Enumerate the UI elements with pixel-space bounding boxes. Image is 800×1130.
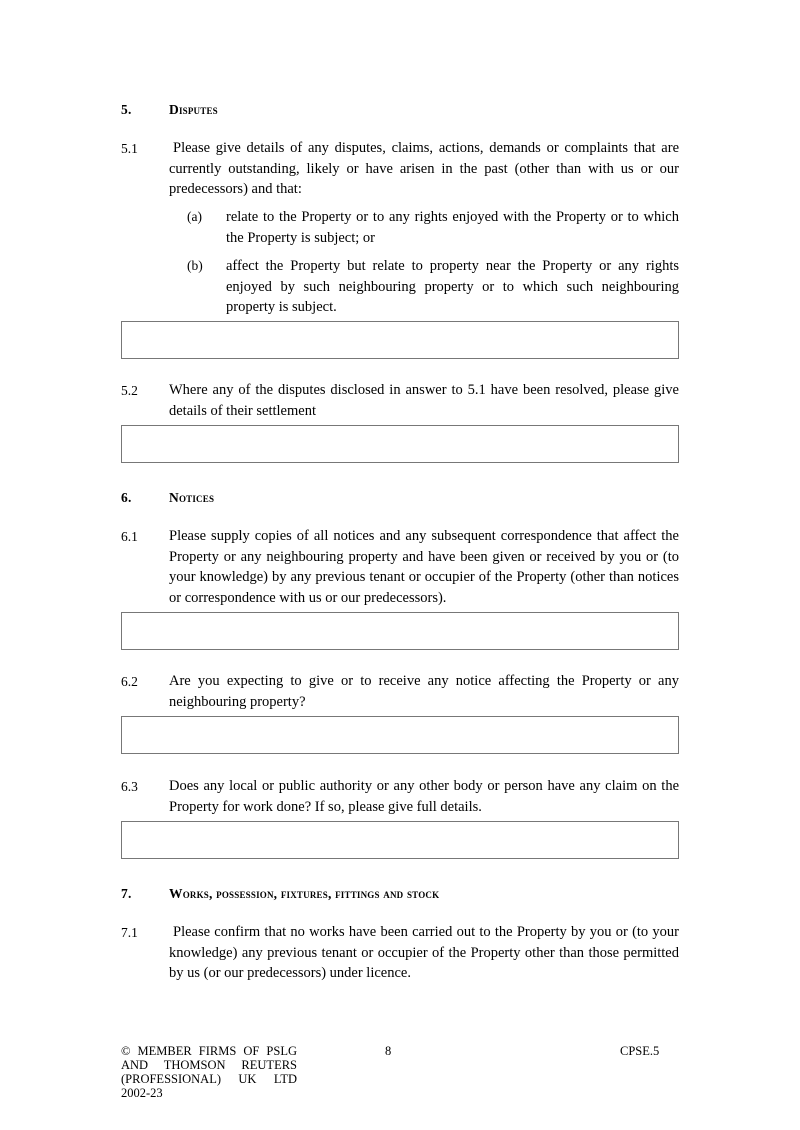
section-heading-notices bbox=[121, 490, 621, 508]
list-item-label: (a) bbox=[187, 209, 202, 224]
page-number: 8 bbox=[385, 1044, 392, 1058]
footer-copyright-line: (PROFESSIONAL) UK LTD bbox=[121, 1072, 297, 1086]
answer-box-6-3[interactable] bbox=[121, 821, 679, 859]
question-text: Please supply copies of all notices and any subsequent correspondence that affect the Property or any neighbouring property and have been given or received by you or (to your knowledge) by any previous tenant or occupier of the Property (other than notices or correspondence with us or our predecessors). bbox=[169, 528, 679, 606]
question-number: 6.2 bbox=[121, 674, 138, 689]
section-number: 7. bbox=[121, 886, 132, 901]
answer-box-6-1[interactable] bbox=[121, 612, 679, 650]
footer-copyright-line: AND THOMSON REUTERS bbox=[121, 1058, 297, 1072]
question-text: Does any local or public authority or any other body or person have any claim on the Property for work done? If so, please give full details. bbox=[169, 778, 679, 815]
form-code: CPSE.5 bbox=[620, 1044, 660, 1058]
list-item-text: affect the Property but relate to property near the Property or any rights enjoyed by such neighbouring property or to which such neighbouring property is subject. bbox=[226, 258, 679, 315]
question-text: Where any of the disputes disclosed in answer to 5.1 have been resolved, please give details of their settlement bbox=[169, 382, 679, 419]
list-item bbox=[187, 256, 679, 318]
question-text: Please confirm that no works have been carried out to the Property by you or (to your knowledge) any previous tenant or occupier of the Property other than those permitted by us (or our predecessors) under licence. bbox=[169, 924, 679, 981]
question-number: 5.2 bbox=[121, 383, 138, 398]
question-number: 6.3 bbox=[121, 779, 138, 794]
section-heading-disputes bbox=[121, 102, 621, 120]
answer-box-5-2[interactable] bbox=[121, 425, 679, 463]
question-number: 5.1 bbox=[121, 141, 138, 156]
section-number: 5. bbox=[121, 102, 132, 117]
footer-copyright bbox=[121, 1044, 297, 1100]
section-number: 6. bbox=[121, 490, 132, 505]
section-title: Notices bbox=[169, 490, 215, 505]
question-number: 7.1 bbox=[121, 925, 138, 940]
list-item-text: relate to the Property or to any rights enjoyed with the Property or to which the Property is subject; or bbox=[226, 209, 679, 246]
answer-box-5-1[interactable] bbox=[121, 321, 679, 359]
footer-copyright-line: 2002-23 bbox=[121, 1086, 163, 1100]
footer-copyright-line: © MEMBER FIRMS OF PSLG bbox=[121, 1044, 297, 1058]
section-title: Works, possession, fixtures, fittings and stock bbox=[169, 886, 440, 901]
question-text: Are you expecting to give or to receive any notice affecting the Property or any neighbouring property? bbox=[169, 673, 679, 710]
section-title: Disputes bbox=[169, 102, 218, 117]
question-number: 6.1 bbox=[121, 529, 138, 544]
question-text: Please give details of any disputes, claims, actions, demands or complaints that are currently outstanding, likely or have arisen in the past (other than with us or our predecessors) and that: bbox=[169, 140, 679, 197]
answer-box-6-2[interactable] bbox=[121, 716, 679, 754]
list-item bbox=[187, 207, 679, 248]
list-item-label: (b) bbox=[187, 258, 203, 273]
section-heading-works bbox=[121, 886, 641, 904]
